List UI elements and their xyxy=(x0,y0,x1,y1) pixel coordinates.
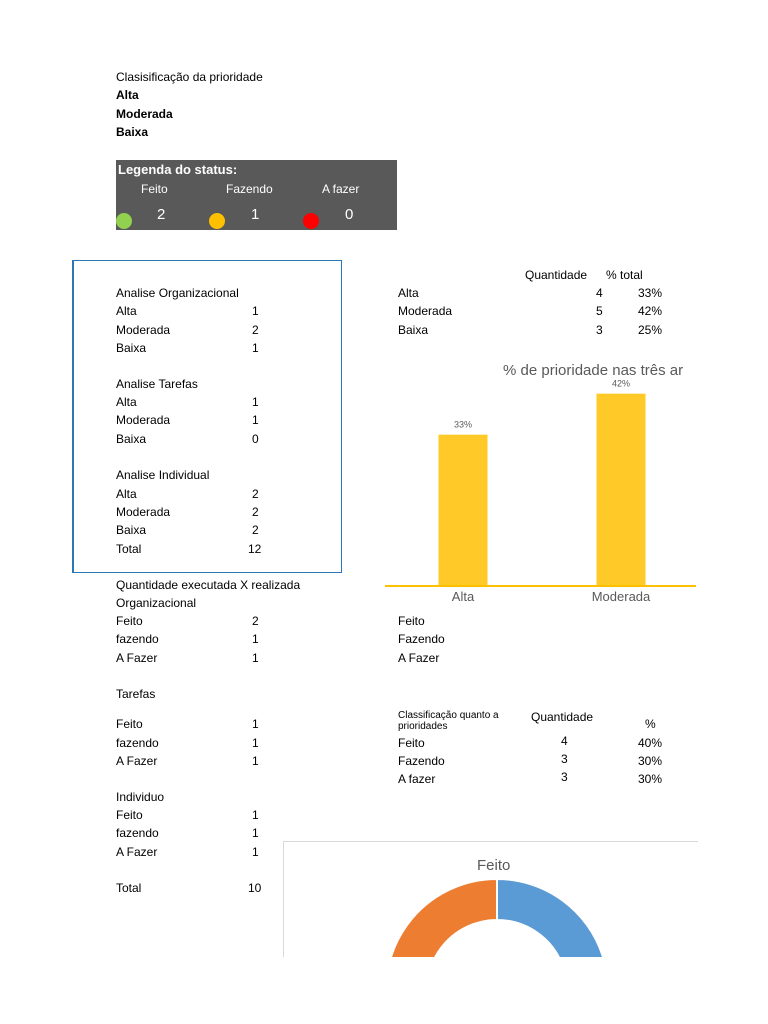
row-value: 2 xyxy=(252,323,259,337)
status-list-item: Fazendo xyxy=(398,632,445,646)
executed-title: Quantidade executada X realizada xyxy=(116,578,301,592)
org-total-value: 12 xyxy=(248,542,262,556)
section-title-individual: Analise Individual xyxy=(116,468,210,482)
legend-title: Legenda do status: xyxy=(118,162,238,177)
status-list-item: A Fazer xyxy=(398,651,440,665)
exec-row-value: 1 xyxy=(252,717,259,731)
row-label: Moderada xyxy=(116,505,171,519)
bar-alta xyxy=(439,435,488,585)
row-value: 2 xyxy=(252,505,259,519)
priority-title: Clasisificação da prioridade xyxy=(116,70,263,84)
section-title-tarefas: Analise Tarefas xyxy=(116,377,198,391)
status-row-pct: 40% xyxy=(638,736,663,750)
bar-chart-svg xyxy=(385,355,696,610)
exec-row-value: 1 xyxy=(252,845,259,859)
bar-data-label: 33% xyxy=(453,419,473,430)
legend-value-feito: 2 xyxy=(157,206,166,223)
exec-row-label: Feito xyxy=(116,808,143,822)
exec-row-value: 1 xyxy=(252,754,259,768)
row-value: 1 xyxy=(252,341,259,355)
exec-row-value: 1 xyxy=(252,651,259,665)
group-title-tarefas: Tarefas xyxy=(116,687,156,701)
bar-data-label: 42% xyxy=(611,378,631,389)
red-status-dot-icon xyxy=(303,213,319,229)
group-title-individuo: Individuo xyxy=(116,790,165,804)
summary-row-qty: 5 xyxy=(596,304,603,318)
priority-level-moderada: Moderada xyxy=(116,107,173,121)
summary-row-label: Baixa xyxy=(398,323,429,337)
row-value: 1 xyxy=(252,304,259,318)
status-legend xyxy=(116,160,397,230)
row-label: Moderada xyxy=(116,413,171,427)
summary-col-qty: Quantidade xyxy=(525,268,588,282)
status-col-class-line2: prioridades xyxy=(398,721,448,732)
donut-slice xyxy=(386,879,497,957)
green-status-dot-icon xyxy=(116,213,132,229)
status-row-qty: 3 xyxy=(561,770,568,784)
summary-row-pct: 25% xyxy=(638,323,663,337)
legend-value-afazer: 0 xyxy=(345,206,354,223)
exec-row-label: A Fazer xyxy=(116,651,158,665)
row-label: Alta xyxy=(116,395,137,409)
status-col-qty: Quantidade xyxy=(531,710,594,724)
exec-row-label: A Fazer xyxy=(116,754,158,768)
status-list-item: Feito xyxy=(398,614,425,628)
exec-row-value: 1 xyxy=(252,632,259,646)
bar-moderada xyxy=(597,394,646,585)
row-label: Baixa xyxy=(116,432,147,446)
status-row-pct: 30% xyxy=(638,772,663,786)
row-label: Alta xyxy=(116,304,137,318)
yellow-status-dot-icon xyxy=(209,213,225,229)
exec-row-label: A Fazer xyxy=(116,845,158,859)
status-row-pct: 30% xyxy=(638,754,663,768)
row-label: Baixa xyxy=(116,523,147,537)
summary-row-qty: 3 xyxy=(596,323,603,337)
status-row-qty: 4 xyxy=(561,734,568,748)
summary-row-label: Alta xyxy=(398,286,419,300)
legend-label-afazer: A fazer xyxy=(322,182,360,196)
bar-category-label: Moderada xyxy=(591,589,651,604)
legend-value-fazendo: 1 xyxy=(251,206,260,223)
status-row-label: Fazendo xyxy=(398,754,445,768)
exec-row-value: 1 xyxy=(252,808,259,822)
priority-bar-chart xyxy=(385,355,696,610)
exec-row-label: fazendo xyxy=(116,826,159,840)
status-row-label: Feito xyxy=(398,736,425,750)
exec-row-label: fazendo xyxy=(116,632,159,646)
summary-row-label: Moderada xyxy=(398,304,453,318)
row-label: Moderada xyxy=(116,323,171,337)
section-title-organizacional: Analise Organizacional xyxy=(116,286,239,300)
row-label: Alta xyxy=(116,487,137,501)
row-value: 1 xyxy=(252,395,259,409)
summary-row-qty: 4 xyxy=(596,286,603,300)
status-row-qty: 3 xyxy=(561,752,568,766)
exec-row-value: 1 xyxy=(252,826,259,840)
row-value: 2 xyxy=(252,487,259,501)
donut-slice xyxy=(497,879,608,957)
group-title-organizacional: Organizacional xyxy=(116,596,197,610)
feito-donut-chart xyxy=(283,841,698,957)
donut-title: Feito xyxy=(477,857,511,874)
exec-row-label: Feito xyxy=(116,717,143,731)
priority-level-alta: Alta xyxy=(116,88,139,102)
row-value: 0 xyxy=(252,432,259,446)
legend-label-fazendo: Fazendo xyxy=(226,182,273,196)
chart-title: % de prioridade nas três ar xyxy=(503,362,684,379)
executed-total-value: 10 xyxy=(248,881,262,895)
row-value: 2 xyxy=(252,523,259,537)
analysis-box xyxy=(72,260,342,573)
status-col-class-line1: Classificação quanto a xyxy=(398,710,499,721)
legend-label-feito: Feito xyxy=(141,182,168,196)
priority-level-baixa: Baixa xyxy=(116,125,149,139)
summary-col-pct: % total xyxy=(606,268,643,282)
exec-row-value: 2 xyxy=(252,614,259,628)
exec-row-value: 1 xyxy=(252,736,259,750)
exec-row-label: Feito xyxy=(116,614,143,628)
status-row-label: A fazer xyxy=(398,772,436,786)
status-col-pct: % xyxy=(645,717,656,731)
row-value: 1 xyxy=(252,413,259,427)
summary-row-pct: 42% xyxy=(638,304,663,318)
summary-row-pct: 33% xyxy=(638,286,663,300)
executed-total-label: Total xyxy=(116,881,142,895)
exec-row-label: fazendo xyxy=(116,736,159,750)
donut-chart-svg xyxy=(284,842,698,957)
row-label: Baixa xyxy=(116,341,147,355)
bar-category-label: Alta xyxy=(451,589,475,604)
org-total-label: Total xyxy=(116,542,142,556)
